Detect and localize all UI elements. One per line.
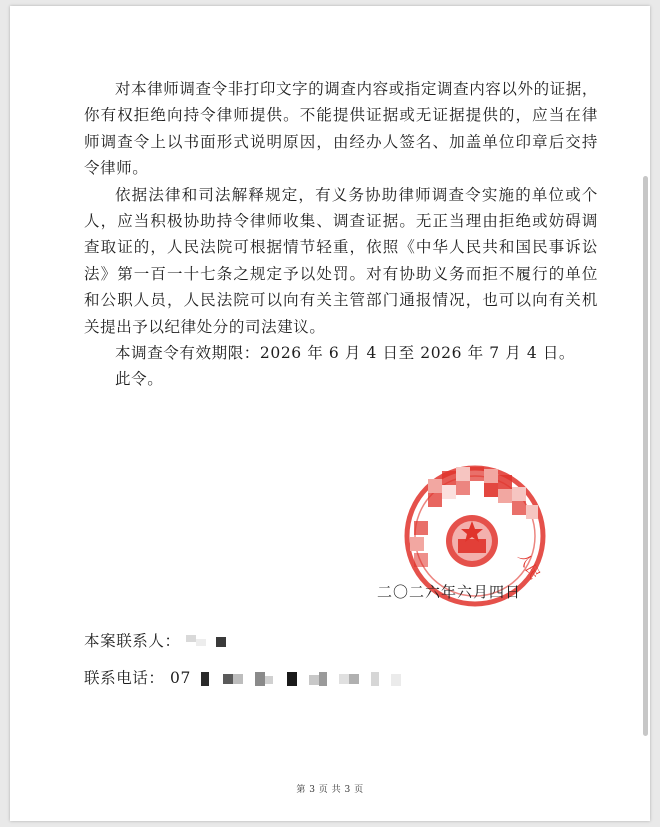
document-body (84, 76, 598, 393)
contact-person-label: 本案联系人： (84, 632, 181, 650)
contact-phone-label: 联系电话： (84, 669, 165, 687)
contact-phone-redaction (197, 672, 407, 686)
svg-text:人民: 人民 (514, 550, 543, 583)
mosaic-redaction-icon (197, 672, 407, 686)
contact-phone-visible: 07 (170, 669, 191, 687)
scrollbar[interactable] (643, 176, 648, 736)
paragraph-1: 对本律师调查令非打印文字的调查内容或指定调查内容以外的证据，你有权拒绝向持令律师提供。不能提供证据或无证据提供的，应当在律师调查令上以书面形式说明原因，由经办人签名、加盖单位印章后交持令律师。 (84, 80, 599, 178)
issue-date: 二〇二六年六月四日 (377, 583, 522, 601)
closing-line: 此令。 (115, 370, 164, 389)
page-footer: 第 3 页 共 3 页 (296, 785, 364, 795)
mosaic-redaction-icon (186, 635, 230, 649)
paragraph-3: 本调查令有效期限：2026 年 6 月 4 日至 2026 年 7 月 4 日。 (115, 344, 576, 363)
contact-phone-row (84, 666, 407, 688)
document-page (10, 6, 650, 821)
contact-person-row (84, 629, 230, 651)
paragraph-2: 依据法律和司法解释规定，有义务协助律师调查令实施的单位或个人，应当积极协助持令律师收集、调查证据。无正当理由拒绝或妨碍调查取证的，人民法院可根据情节轻重，依照《中华人民共和国民事诉讼法》第一百一十七条之规定予以处罚。对有协助义务而拒不履行的单位和公职人员，人民法院可以向有关主管部门通报情况，也可以向有关机关提出予以纪律处分的司法建议。 (84, 185, 598, 336)
contact-person-redaction (186, 635, 230, 649)
